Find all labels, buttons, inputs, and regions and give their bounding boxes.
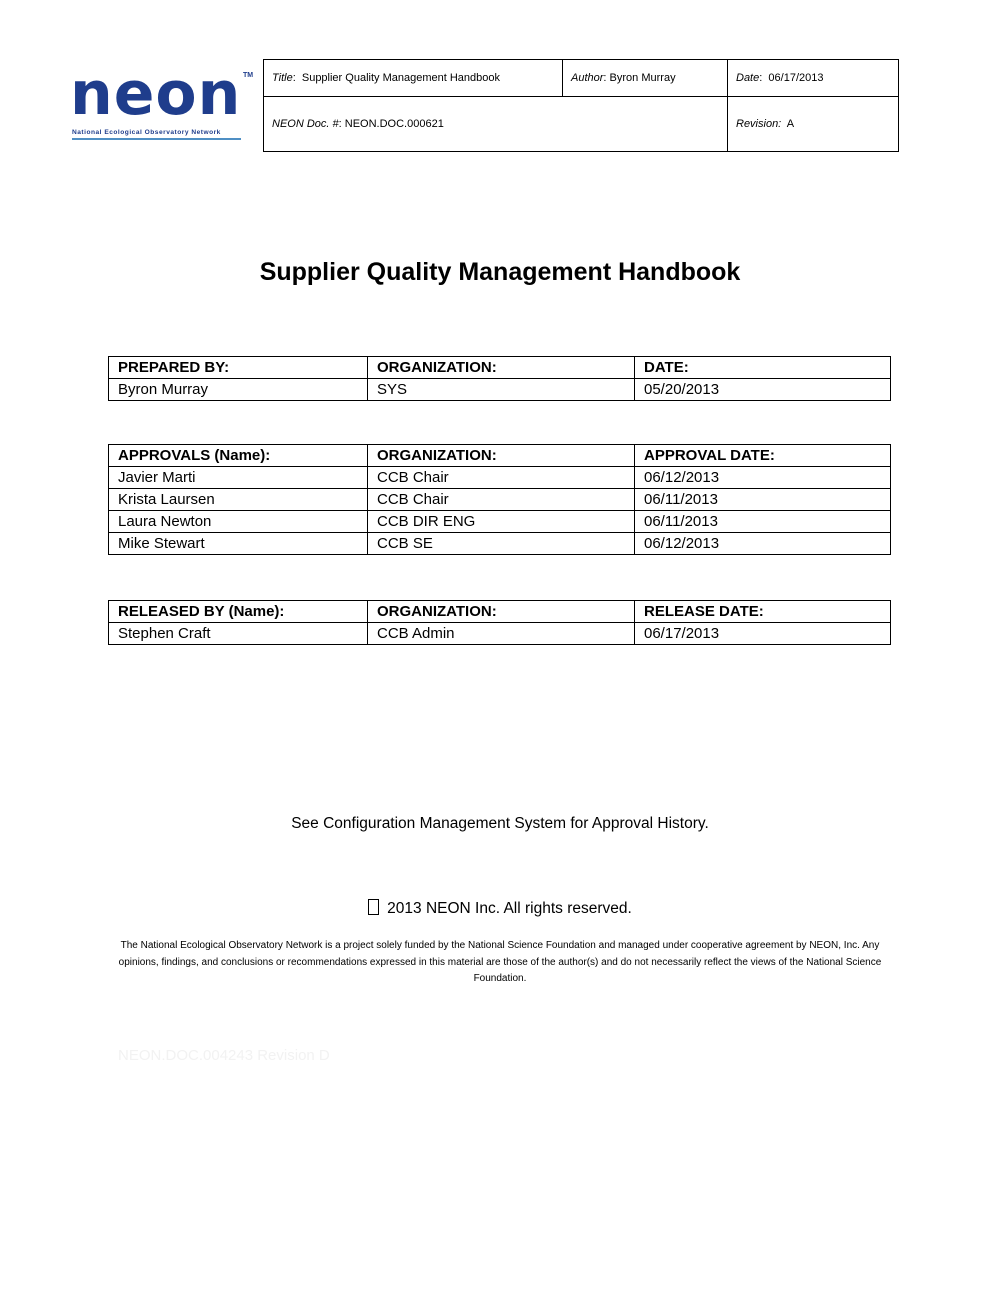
approval-date-cell: 06/12/2013 xyxy=(635,467,891,489)
header-date-value: 06/17/2013 xyxy=(768,72,824,84)
prepared-org-cell: SYS xyxy=(368,379,635,401)
prepared-org-header: ORGANIZATION: xyxy=(368,357,635,379)
approval-name-cell: Krista Laursen xyxy=(109,489,368,511)
header-author-label: Author xyxy=(571,72,604,84)
approval-name-cell: Mike Stewart xyxy=(109,533,368,555)
released-date-cell: 06/17/2013 xyxy=(635,623,891,645)
header-date-cell: Date: 06/17/2013 xyxy=(728,60,899,97)
approvals-org-header: ORGANIZATION: xyxy=(368,445,635,467)
approval-date-cell: 06/12/2013 xyxy=(635,533,891,555)
prepared-by-table xyxy=(108,356,891,401)
header-author-cell: Author: Byron Murray xyxy=(563,60,728,97)
copyright-text: 2013 NEON Inc. All rights reserved. xyxy=(387,900,632,917)
table-row xyxy=(109,533,891,555)
table-header-row xyxy=(109,357,891,379)
header-title-cell: Title: Supplier Quality Management Handbook xyxy=(264,60,563,97)
missing-glyph-icon xyxy=(368,899,379,915)
table-row xyxy=(109,623,891,645)
header-date-label: Date xyxy=(736,72,760,84)
logo-wordmark: neon xyxy=(70,59,242,129)
header-revision-value: A xyxy=(786,118,795,130)
approvals-table xyxy=(108,444,891,555)
header-author-value: Byron Murray xyxy=(609,72,676,84)
released-by-table xyxy=(108,600,891,645)
table-row xyxy=(109,467,891,489)
table-row xyxy=(109,379,891,401)
approval-date-cell: 06/11/2013 xyxy=(635,489,891,511)
approval-date-cell: 06/11/2013 xyxy=(635,511,891,533)
prepared-date-header: DATE: xyxy=(635,357,891,379)
logo-trademark: TM xyxy=(243,72,254,79)
released-name-header: RELEASED BY (Name): xyxy=(109,601,368,623)
prepared-by-header: PREPARED BY: xyxy=(109,357,368,379)
copyright-line xyxy=(0,899,1000,918)
approval-org-cell: CCB Chair xyxy=(368,467,635,489)
approval-name-cell: Javier Marti xyxy=(109,467,368,489)
prepared-date-cell: 05/20/2013 xyxy=(635,379,891,401)
table-row xyxy=(109,511,891,533)
approval-name-cell: Laura Newton xyxy=(109,511,368,533)
header-revision-label: Revision: xyxy=(736,118,782,130)
approval-history-note: See Configuration Management System for Approval History. xyxy=(291,815,709,832)
approvals-name-header: APPROVALS (Name): xyxy=(109,445,368,467)
header-title-value: Supplier Quality Management Handbook xyxy=(301,72,500,84)
released-org-header: ORGANIZATION: xyxy=(368,601,635,623)
approval-org-cell: CCB Chair xyxy=(368,489,635,511)
header-docnum-cell: NEON Doc. #: NEON.DOC.000621 xyxy=(264,97,728,152)
neon-logo xyxy=(70,59,254,142)
table-row xyxy=(109,489,891,511)
table-header-row xyxy=(109,601,891,623)
watermark: NEON.DOC.004243 Revision D xyxy=(118,1047,330,1064)
header-revision-cell xyxy=(728,97,899,152)
header-title-label: Title xyxy=(272,72,293,84)
document-header-table xyxy=(263,59,899,152)
approval-org-cell: CCB DIR ENG xyxy=(368,511,635,533)
released-org-cell: CCB Admin xyxy=(368,623,635,645)
header-docnum-label: NEON Doc. # xyxy=(272,118,339,130)
approval-org-cell: CCB SE xyxy=(368,533,635,555)
logo-subtitle: National Ecological Observatory Network xyxy=(72,129,221,136)
approvals-date-header: APPROVAL DATE: xyxy=(635,445,891,467)
prepared-name-cell: Byron Murray xyxy=(109,379,368,401)
released-date-header: RELEASE DATE: xyxy=(635,601,891,623)
logo-underline xyxy=(72,138,241,140)
document-title: Supplier Quality Management Handbook xyxy=(259,258,741,286)
funding-notice: The National Ecological Observatory Network is a project solely funded by the National Science Foundation and managed under cooperative agreement by NEON, Inc. Any opinions, findings, and conclusions or recommendations expressed in this material are those of the author(s) and do not necessarily reflect the views of the National Science Foundation. xyxy=(118,940,882,984)
table-header-row xyxy=(109,445,891,467)
released-name-cell: Stephen Craft xyxy=(109,623,368,645)
header-docnum-value: NEON.DOC.000621 xyxy=(344,118,444,130)
